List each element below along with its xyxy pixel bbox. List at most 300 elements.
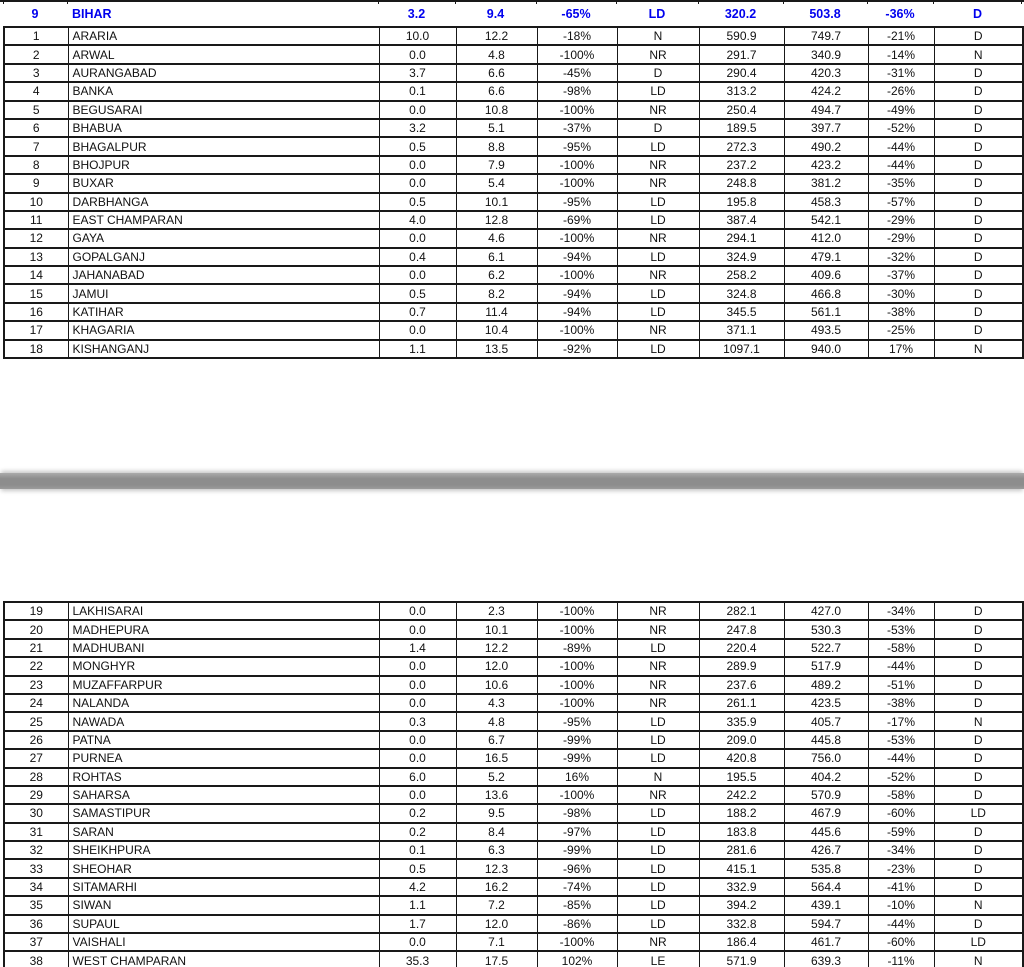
data-cell: 12.3	[456, 859, 537, 877]
data-cell: 17%	[868, 340, 934, 358]
state-cell: -65%	[561, 6, 591, 21]
row-serial-number: 6	[4, 119, 68, 137]
data-cell: 10.4	[456, 321, 537, 339]
data-cell: D	[934, 321, 1023, 339]
data-cell: 4.3	[456, 694, 537, 712]
data-cell: 0.0	[379, 676, 456, 694]
data-cell: LD	[617, 841, 699, 859]
data-cell: 12.2	[456, 639, 537, 657]
data-cell: 186.4	[699, 933, 784, 951]
row-serial-number: 2	[4, 45, 68, 63]
data-cell: D	[934, 193, 1023, 211]
row-serial-number: 19	[4, 602, 68, 620]
district-name: MUZAFFARPUR	[68, 676, 379, 694]
data-cell: -44%	[868, 137, 934, 155]
data-cell: D	[934, 266, 1023, 284]
data-cell: 445.6	[784, 823, 868, 841]
row-serial-number: 4	[4, 82, 68, 100]
data-cell: -17%	[868, 712, 934, 730]
data-cell: LD	[617, 211, 699, 229]
district-name: DARBHANGA	[68, 193, 379, 211]
data-cell: D	[934, 841, 1023, 859]
state-cell: 3.2	[407, 6, 426, 21]
data-cell: D	[934, 823, 1023, 841]
district-name: KHAGARIA	[68, 321, 379, 339]
data-cell: 8.2	[456, 284, 537, 302]
state-cell: D	[972, 6, 983, 21]
data-cell: 3.2	[379, 119, 456, 137]
data-cell: D	[934, 786, 1023, 804]
data-cell: -18%	[537, 27, 617, 45]
district-name: BHOJPUR	[68, 156, 379, 174]
data-cell: LD	[617, 804, 699, 822]
data-cell: 542.1	[784, 211, 868, 229]
row-serial-number: 7	[4, 137, 68, 155]
data-cell: -45%	[537, 64, 617, 82]
district-name: BUXAR	[68, 174, 379, 192]
data-cell: 289.9	[699, 657, 784, 675]
data-cell: 195.5	[699, 768, 784, 786]
district-name: VAISHALI	[68, 933, 379, 951]
data-cell: 345.5	[699, 303, 784, 321]
row-serial-number: 1	[4, 27, 68, 45]
data-cell: 209.0	[699, 731, 784, 749]
district-name: BEGUSARAI	[68, 101, 379, 119]
data-cell: -89%	[537, 639, 617, 657]
row-serial-number: 18	[4, 340, 68, 358]
data-cell: D	[934, 27, 1023, 45]
data-cell: 426.7	[784, 841, 868, 859]
data-cell: D	[934, 101, 1023, 119]
data-cell: 5.1	[456, 119, 537, 137]
data-cell: NR	[617, 786, 699, 804]
data-cell: NR	[617, 676, 699, 694]
data-cell: -95%	[537, 137, 617, 155]
district-name: ARWAL	[68, 45, 379, 63]
data-cell: 247.8	[699, 620, 784, 638]
data-cell: 4.0	[379, 211, 456, 229]
data-cell: -100%	[537, 676, 617, 694]
data-cell: -97%	[537, 823, 617, 841]
data-cell: NR	[617, 156, 699, 174]
row-serial-number: 5	[4, 101, 68, 119]
data-cell: -59%	[868, 823, 934, 841]
data-cell: -38%	[868, 694, 934, 712]
data-cell: LD	[617, 303, 699, 321]
data-cell: D	[934, 64, 1023, 82]
district-row	[4, 137, 1023, 155]
data-cell: D	[934, 602, 1023, 620]
district-name: KISHANGANJ	[68, 340, 379, 358]
data-cell: NR	[617, 45, 699, 63]
data-cell: NR	[617, 174, 699, 192]
data-cell: D	[934, 878, 1023, 896]
data-cell: D	[934, 657, 1023, 675]
data-cell: 0.0	[379, 156, 456, 174]
data-cell: -37%	[537, 119, 617, 137]
data-cell: 0.1	[379, 841, 456, 859]
data-cell: -35%	[868, 174, 934, 192]
data-cell: 10.1	[456, 193, 537, 211]
data-cell: -38%	[868, 303, 934, 321]
row-serial-number: 38	[4, 951, 68, 967]
data-cell: 102%	[537, 951, 617, 967]
data-cell: 1.1	[379, 340, 456, 358]
data-cell: -14%	[868, 45, 934, 63]
data-cell: D	[934, 859, 1023, 877]
district-name: KATIHAR	[68, 303, 379, 321]
data-cell: -44%	[868, 657, 934, 675]
data-cell: -31%	[868, 64, 934, 82]
data-cell: -30%	[868, 284, 934, 302]
data-cell: 371.1	[699, 321, 784, 339]
data-cell: 250.4	[699, 101, 784, 119]
data-cell: -100%	[537, 321, 617, 339]
data-cell: 458.3	[784, 193, 868, 211]
data-cell: 0.0	[379, 620, 456, 638]
data-cell: 12.0	[456, 915, 537, 933]
data-cell: 397.7	[784, 119, 868, 137]
data-cell: -95%	[537, 193, 617, 211]
data-cell: -99%	[537, 731, 617, 749]
data-cell: NR	[617, 694, 699, 712]
data-cell: -58%	[868, 786, 934, 804]
data-cell: -37%	[868, 266, 934, 284]
district-name: PATNA	[68, 731, 379, 749]
district-row	[4, 602, 1023, 620]
data-cell: D	[934, 229, 1023, 247]
data-cell: -53%	[868, 620, 934, 638]
district-name: SUPAUL	[68, 915, 379, 933]
district-name: SARAN	[68, 823, 379, 841]
data-cell: 0.0	[379, 321, 456, 339]
district-row	[4, 933, 1023, 951]
data-cell: LE	[617, 951, 699, 967]
data-cell: -53%	[868, 731, 934, 749]
data-cell: LD	[617, 639, 699, 657]
data-cell: 6.7	[456, 731, 537, 749]
district-name: GOPALGANJ	[68, 248, 379, 266]
data-cell: 590.9	[699, 27, 784, 45]
data-cell: 4.8	[456, 712, 537, 730]
data-cell: 258.2	[699, 266, 784, 284]
data-cell: 0.0	[379, 933, 456, 951]
data-cell: 0.5	[379, 284, 456, 302]
data-cell: 530.3	[784, 620, 868, 638]
data-cell: -100%	[537, 786, 617, 804]
data-cell: D	[934, 768, 1023, 786]
data-cell: D	[934, 284, 1023, 302]
data-cell: -94%	[537, 303, 617, 321]
data-cell: -100%	[537, 174, 617, 192]
row-serial-number: 13	[4, 248, 68, 266]
row-serial-number: 32	[4, 841, 68, 859]
data-cell: N	[934, 896, 1023, 914]
data-cell: -86%	[537, 915, 617, 933]
data-cell: -51%	[868, 676, 934, 694]
row-serial-number: 27	[4, 749, 68, 767]
district-name: SHEIKHPURA	[68, 841, 379, 859]
district-row	[4, 211, 1023, 229]
data-cell: -60%	[868, 933, 934, 951]
data-cell: 1.1	[379, 896, 456, 914]
data-cell: 564.4	[784, 878, 868, 896]
district-row	[4, 731, 1023, 749]
data-cell: 1097.1	[699, 340, 784, 358]
district-row	[4, 768, 1023, 786]
district-name: PURNEA	[68, 749, 379, 767]
data-cell: 445.8	[784, 731, 868, 749]
district-name: GAYA	[68, 229, 379, 247]
data-cell: 8.8	[456, 137, 537, 155]
district-name: SAHARSA	[68, 786, 379, 804]
data-cell: 17.5	[456, 951, 537, 967]
data-cell: 248.8	[699, 174, 784, 192]
districts-table-part2	[3, 601, 1024, 967]
data-cell: 0.5	[379, 193, 456, 211]
data-cell: D	[934, 156, 1023, 174]
row-serial-number: 29	[4, 786, 68, 804]
data-cell: LD	[617, 284, 699, 302]
data-cell: 0.4	[379, 248, 456, 266]
data-cell: -99%	[537, 749, 617, 767]
row-serial-number: 10	[4, 193, 68, 211]
district-row	[4, 896, 1023, 914]
data-cell: -10%	[868, 896, 934, 914]
data-cell: 1.7	[379, 915, 456, 933]
data-cell: -41%	[868, 878, 934, 896]
data-cell: D	[934, 694, 1023, 712]
data-cell: 4.2	[379, 878, 456, 896]
district-row	[4, 639, 1023, 657]
data-cell: 4.6	[456, 229, 537, 247]
data-cell: NR	[617, 602, 699, 620]
district-row	[4, 156, 1023, 174]
data-cell: LD	[617, 823, 699, 841]
data-cell: 6.1	[456, 248, 537, 266]
district-name: WEST CHAMPARAN	[68, 951, 379, 967]
data-cell: 415.1	[699, 859, 784, 877]
data-cell: 332.8	[699, 915, 784, 933]
data-cell: 272.3	[699, 137, 784, 155]
data-cell: 535.8	[784, 859, 868, 877]
row-serial-number: 22	[4, 657, 68, 675]
data-cell: 423.2	[784, 156, 868, 174]
data-cell: 5.2	[456, 768, 537, 786]
data-cell: 0.0	[379, 101, 456, 119]
data-cell: -44%	[868, 749, 934, 767]
data-cell: 335.9	[699, 712, 784, 730]
data-cell: 466.8	[784, 284, 868, 302]
district-row	[4, 82, 1023, 100]
data-cell: 324.9	[699, 248, 784, 266]
data-cell: D	[934, 676, 1023, 694]
row-serial-number: 16	[4, 303, 68, 321]
row-serial-number: 8	[4, 156, 68, 174]
data-cell: LD	[617, 82, 699, 100]
data-cell: -58%	[868, 639, 934, 657]
data-cell: 237.2	[699, 156, 784, 174]
district-row	[4, 229, 1023, 247]
data-cell: -98%	[537, 804, 617, 822]
data-cell: 0.5	[379, 137, 456, 155]
data-cell: 6.2	[456, 266, 537, 284]
data-cell: 594.7	[784, 915, 868, 933]
data-cell: -100%	[537, 101, 617, 119]
data-cell: N	[934, 45, 1023, 63]
data-cell: -49%	[868, 101, 934, 119]
data-cell: LD	[617, 731, 699, 749]
data-cell: 409.6	[784, 266, 868, 284]
data-cell: 561.1	[784, 303, 868, 321]
data-cell: 0.0	[379, 229, 456, 247]
district-name: AURANGABAD	[68, 64, 379, 82]
data-cell: 313.2	[699, 82, 784, 100]
row-serial-number: 9	[4, 174, 68, 192]
data-cell: 10.8	[456, 101, 537, 119]
row-serial-number: 15	[4, 284, 68, 302]
data-cell: -99%	[537, 841, 617, 859]
data-cell: 237.6	[699, 676, 784, 694]
data-cell: D	[934, 174, 1023, 192]
data-cell: 11.4	[456, 303, 537, 321]
state-serial-number: 9	[31, 6, 39, 21]
data-cell: 281.6	[699, 841, 784, 859]
district-row	[4, 193, 1023, 211]
data-cell: 0.0	[379, 174, 456, 192]
data-cell: 12.8	[456, 211, 537, 229]
data-cell: -23%	[868, 859, 934, 877]
data-cell: 0.1	[379, 82, 456, 100]
data-cell: LD	[617, 193, 699, 211]
data-cell: 183.8	[699, 823, 784, 841]
district-row	[4, 620, 1023, 638]
row-serial-number: 20	[4, 620, 68, 638]
row-serial-number: 36	[4, 915, 68, 933]
data-cell: D	[617, 64, 699, 82]
data-cell: -32%	[868, 248, 934, 266]
data-cell: 0.0	[379, 657, 456, 675]
data-cell: -100%	[537, 657, 617, 675]
row-serial-number: 34	[4, 878, 68, 896]
district-name: NAWADA	[68, 712, 379, 730]
data-cell: 489.2	[784, 676, 868, 694]
data-cell: -100%	[537, 156, 617, 174]
row-serial-number: 24	[4, 694, 68, 712]
data-cell: 439.1	[784, 896, 868, 914]
data-cell: -25%	[868, 321, 934, 339]
data-cell: D	[934, 119, 1023, 137]
data-cell: 0.0	[379, 45, 456, 63]
data-cell: 294.1	[699, 229, 784, 247]
data-cell: -100%	[537, 620, 617, 638]
data-cell: 1.4	[379, 639, 456, 657]
data-cell: D	[934, 211, 1023, 229]
data-cell: 340.9	[784, 45, 868, 63]
data-cell: 494.7	[784, 101, 868, 119]
data-cell: -26%	[868, 82, 934, 100]
data-cell: 420.3	[784, 64, 868, 82]
data-cell: N	[934, 340, 1023, 358]
row-serial-number: 26	[4, 731, 68, 749]
data-cell: -21%	[868, 27, 934, 45]
district-row	[4, 841, 1023, 859]
data-cell: -74%	[537, 878, 617, 896]
data-cell: 0.0	[379, 694, 456, 712]
data-cell: 6.0	[379, 768, 456, 786]
data-cell: 479.1	[784, 248, 868, 266]
data-cell: N	[617, 768, 699, 786]
data-cell: NR	[617, 321, 699, 339]
data-cell: 3.7	[379, 64, 456, 82]
district-name: LAKHISARAI	[68, 602, 379, 620]
data-cell: 570.9	[784, 786, 868, 804]
district-row	[4, 786, 1023, 804]
district-row	[4, 303, 1023, 321]
data-cell: 13.5	[456, 340, 537, 358]
data-cell: LD	[617, 340, 699, 358]
data-cell: D	[934, 303, 1023, 321]
data-cell: -29%	[868, 229, 934, 247]
data-cell: 461.7	[784, 933, 868, 951]
data-cell: 16.5	[456, 749, 537, 767]
data-cell: 2.3	[456, 602, 537, 620]
data-cell: D	[934, 248, 1023, 266]
data-cell: D	[617, 119, 699, 137]
data-cell: NR	[617, 933, 699, 951]
data-cell: 324.8	[699, 284, 784, 302]
data-cell: LD	[617, 712, 699, 730]
data-cell: LD	[617, 859, 699, 877]
district-row	[4, 266, 1023, 284]
data-cell: -95%	[537, 712, 617, 730]
data-cell: -34%	[868, 841, 934, 859]
data-cell: 4.8	[456, 45, 537, 63]
district-row	[4, 915, 1023, 933]
data-cell: 10.0	[379, 27, 456, 45]
data-cell: 6.6	[456, 82, 537, 100]
district-name: NALANDA	[68, 694, 379, 712]
data-cell: -100%	[537, 229, 617, 247]
district-row	[4, 804, 1023, 822]
data-cell: 381.2	[784, 174, 868, 192]
data-cell: 424.2	[784, 82, 868, 100]
data-cell: D	[934, 620, 1023, 638]
district-row	[4, 712, 1023, 730]
row-serial-number: 28	[4, 768, 68, 786]
data-cell: NR	[617, 620, 699, 638]
data-cell: 0.5	[379, 859, 456, 877]
data-cell: 242.2	[699, 786, 784, 804]
state-cell: 9.4	[486, 6, 505, 21]
data-cell: 0.0	[379, 602, 456, 620]
district-row	[4, 749, 1023, 767]
data-cell: 387.4	[699, 211, 784, 229]
data-cell: D	[934, 639, 1023, 657]
row-serial-number: 31	[4, 823, 68, 841]
district-name: SIWAN	[68, 896, 379, 914]
data-cell: 5.4	[456, 174, 537, 192]
state-cell: 320.2	[724, 6, 757, 21]
district-row	[4, 45, 1023, 63]
data-cell: D	[934, 749, 1023, 767]
district-row	[4, 878, 1023, 896]
data-cell: LD	[934, 804, 1023, 822]
data-cell: 189.5	[699, 119, 784, 137]
data-cell: -57%	[868, 193, 934, 211]
state-name: BIHAR	[72, 6, 112, 21]
state-row	[3, 2, 1022, 25]
